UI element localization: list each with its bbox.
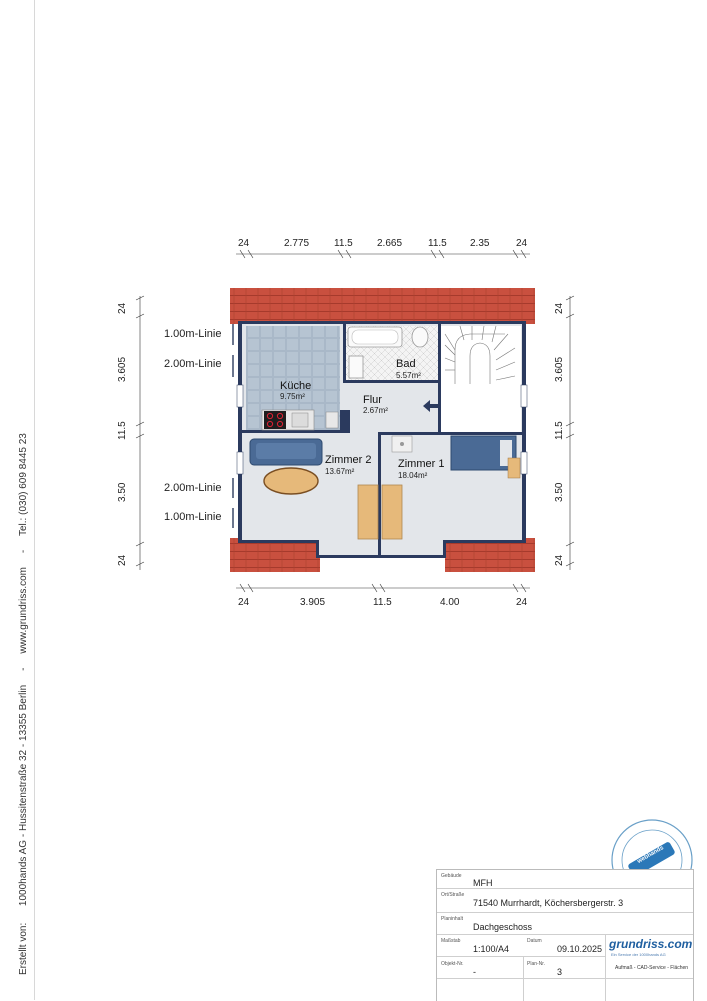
room-area-zimmer2: 13.67m²	[325, 467, 355, 476]
tb-plan-label: Plan-Nr.	[527, 961, 546, 967]
room-area-kueche: 9.75m²	[280, 392, 305, 401]
room-area-bad: 5.57m²	[396, 371, 421, 380]
dim-top-7: 24	[516, 238, 528, 249]
room-label-zimmer1: Zimmer 1	[398, 458, 445, 470]
dim-top-3: 11.5	[334, 238, 353, 249]
dim-bottom-2: 3.905	[300, 597, 326, 608]
dim-right-2: 3.605	[554, 356, 565, 382]
sidebar-phone: Tel.: (030) 609 8445 23	[18, 433, 29, 536]
dim-top-5: 11.5	[428, 238, 447, 249]
brand-tagline: Aufmaß - CAD-Service - Flächen	[615, 965, 689, 971]
sidebar-separator-1: -	[18, 667, 29, 671]
wardrobe-right	[382, 485, 402, 539]
dim-left-3: 11.5	[117, 421, 128, 440]
height-line-label-top-2: 2.00m-Linie	[164, 358, 222, 370]
tb-massstab-label: Maßstab	[441, 938, 461, 944]
roof-top	[230, 288, 535, 324]
dim-right-3: 11.5	[554, 421, 565, 440]
dimension-line-top	[236, 250, 530, 258]
dim-bottom-4: 4.00	[440, 597, 460, 608]
stove	[264, 411, 286, 429]
room-area-flur: 2.67m²	[363, 406, 388, 415]
tb-datum-label: Datum	[527, 938, 542, 944]
sofa	[250, 439, 322, 465]
height-line-label-bottom-2: 2.00m-Linie	[164, 482, 222, 494]
room-label-kueche: Küche	[280, 380, 312, 392]
title-block	[436, 869, 694, 1001]
room-area-zimmer1: 18.04m²	[398, 471, 428, 480]
dim-left-5: 24	[117, 554, 128, 566]
sidebar-label: Erstellt von:	[18, 922, 29, 975]
table	[264, 468, 318, 494]
room-label-flur: Flur	[363, 394, 382, 406]
dim-left-2: 3.605	[117, 356, 128, 382]
seal-text: webhands	[636, 845, 665, 865]
room-label-zimmer2: Zimmer 2	[325, 454, 372, 466]
height-line-label-bottom-1: 1.00m-Linie	[164, 511, 222, 523]
tb-planinhalt: Dachgeschoss	[473, 922, 533, 932]
dimension-line-bottom	[236, 584, 530, 592]
dim-top-4: 2.665	[377, 238, 403, 249]
dim-left-4: 3.50	[117, 482, 128, 502]
floor-dormer	[318, 538, 445, 556]
sidebar-company: 1000hands AG - Hussitenstraße 32 - 13355 Berlin	[18, 684, 29, 907]
tb-plan: 3	[557, 967, 563, 977]
brand-subtitle: Ein Service der 1000hands AG	[611, 952, 666, 957]
dim-top-1: 24	[238, 238, 250, 249]
roof-bottom-right	[445, 538, 535, 572]
dim-left-1: 24	[117, 302, 128, 314]
tb-datum: 09.10.2025	[557, 944, 603, 954]
dim-right-5: 24	[554, 554, 565, 566]
dim-right-1: 24	[554, 302, 565, 314]
dim-top-6: 2.35	[470, 238, 490, 249]
dim-top-2: 2.775	[284, 238, 310, 249]
room-label-bad: Bad	[396, 358, 416, 370]
wardrobe-left	[358, 485, 378, 539]
roof-bottom-left	[230, 538, 320, 572]
height-line-label-top-1: 1.00m-Linie	[164, 328, 222, 340]
tb-gebaeude: MFH	[473, 878, 493, 888]
dimension-line-left	[136, 296, 144, 570]
brand-logo-text: grundriss.com	[609, 937, 693, 951]
tb-objekt: -	[473, 967, 476, 977]
dim-bottom-3: 11.5	[373, 597, 392, 608]
toilet	[412, 327, 428, 347]
stairwell	[441, 326, 521, 434]
tb-objekt-label: Objekt-Nr.	[441, 961, 464, 967]
sink	[349, 356, 363, 378]
sidebar-website: www.grundriss.com	[18, 566, 29, 654]
tb-gebaeude-label: Gebäude	[441, 873, 462, 879]
dim-right-4: 3.50	[554, 482, 565, 502]
tb-ort: 71540 Murrhardt, Köchersbergerstr. 3	[473, 898, 624, 908]
tb-planinhalt-label: Planinhalt	[441, 916, 463, 922]
tb-massstab: 1:100/A4	[473, 944, 510, 954]
dim-bottom-5: 24	[516, 597, 528, 608]
dim-bottom-1: 24	[238, 597, 250, 608]
tb-ort-label: Ort/Straße	[441, 892, 465, 898]
dimension-line-right	[566, 296, 574, 570]
sidebar-separator-2: -	[18, 549, 29, 554]
